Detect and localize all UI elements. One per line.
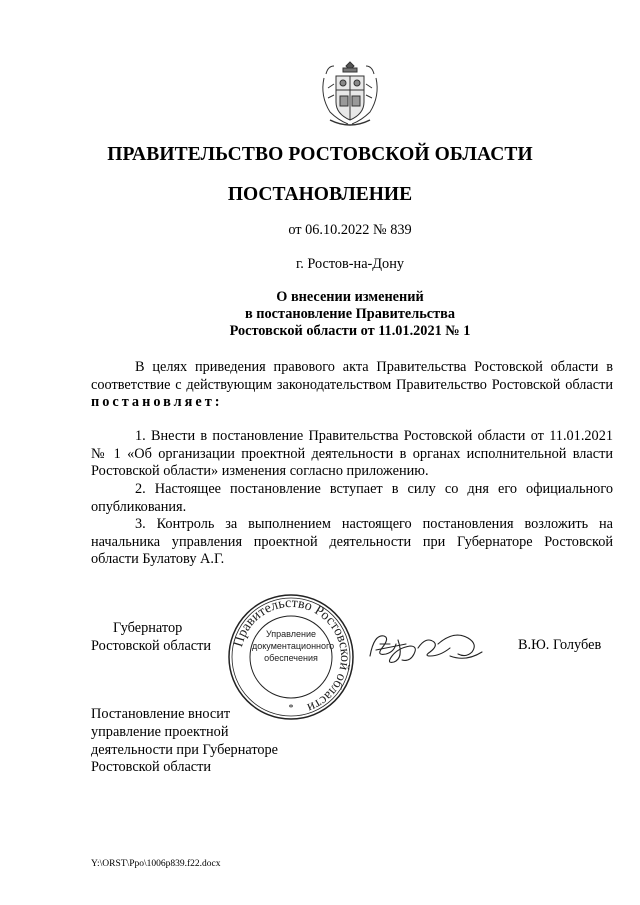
subject-line: Ростовской области от 11.01.2021 № 1: [229, 323, 471, 339]
coat-of-arms-emblem: [316, 58, 384, 130]
stamp-inner-line: Управление: [265, 629, 317, 639]
submitted-line: управление проектной: [91, 723, 229, 740]
item-2-text: 2. Настоящее постановление вступает в силу со дня его официального опубликования.: [91, 481, 613, 515]
stamp-inner-line: обеспечения: [264, 653, 318, 663]
item-1-text: 1. Внести в постановление Правительства Ростовской области от 11.01.2021 № 1 «Об организации проектной деятельности в органах исполнительной власти Ростовской области» изменения согласно приложению.: [91, 428, 613, 480]
item-1-paragraph: [91, 428, 613, 481]
subject-line: О внесении изменений: [276, 289, 424, 305]
signer-name: В.Ю. Голубев: [518, 637, 602, 653]
file-path: Y:\ORST\Ppo\1006p839.f22.docx: [91, 859, 221, 869]
document-subject: [0, 289, 640, 340]
position-line: Губернатор: [113, 620, 183, 636]
subject-line: в постановление Правительства: [244, 306, 456, 322]
submitted-line: Ростовской области: [91, 759, 212, 776]
stamp-ring-text: Правительство Ростовской области: [231, 595, 353, 715]
position-line: Ростовской области: [91, 637, 212, 654]
decree-word: постановляет:: [91, 394, 223, 411]
item-3-text: 3. Контроль за выполнением настоящего постановления возложить на начальника управления проектной деятельности при Губернаторе Ростовской области Булатову А.Г.: [91, 516, 613, 568]
city: г. Ростов-на-Дону: [295, 256, 405, 272]
submitted-line: деятельности при Губернаторе: [91, 741, 279, 758]
item-2-paragraph: [91, 481, 613, 516]
submitted-by-block: [91, 706, 278, 777]
handwritten-signature: [364, 626, 494, 670]
svg-text:*: *: [288, 703, 294, 714]
document-type-title: ПОСТАНОВЛЕНИЕ: [227, 184, 413, 205]
organization-title: ПРАВИТЕЛЬСТВО РОСТОВСКОЙ ОБЛАСТИ: [107, 144, 533, 165]
preamble-text: В целях приведения правового акта Правительства Ростовской области в соответствие с действующим законодательством Правительство Ростовской области: [91, 359, 613, 393]
stamp-inner-line: документационного: [252, 641, 335, 651]
date-number: от 06.10.2022 № 839: [288, 222, 412, 238]
stamp-inner-text: [252, 628, 335, 664]
item-3-paragraph: [91, 516, 613, 569]
preamble-paragraph: [91, 359, 613, 412]
signer-position: [91, 620, 211, 655]
submitted-line: Постановление вносит: [91, 706, 231, 722]
